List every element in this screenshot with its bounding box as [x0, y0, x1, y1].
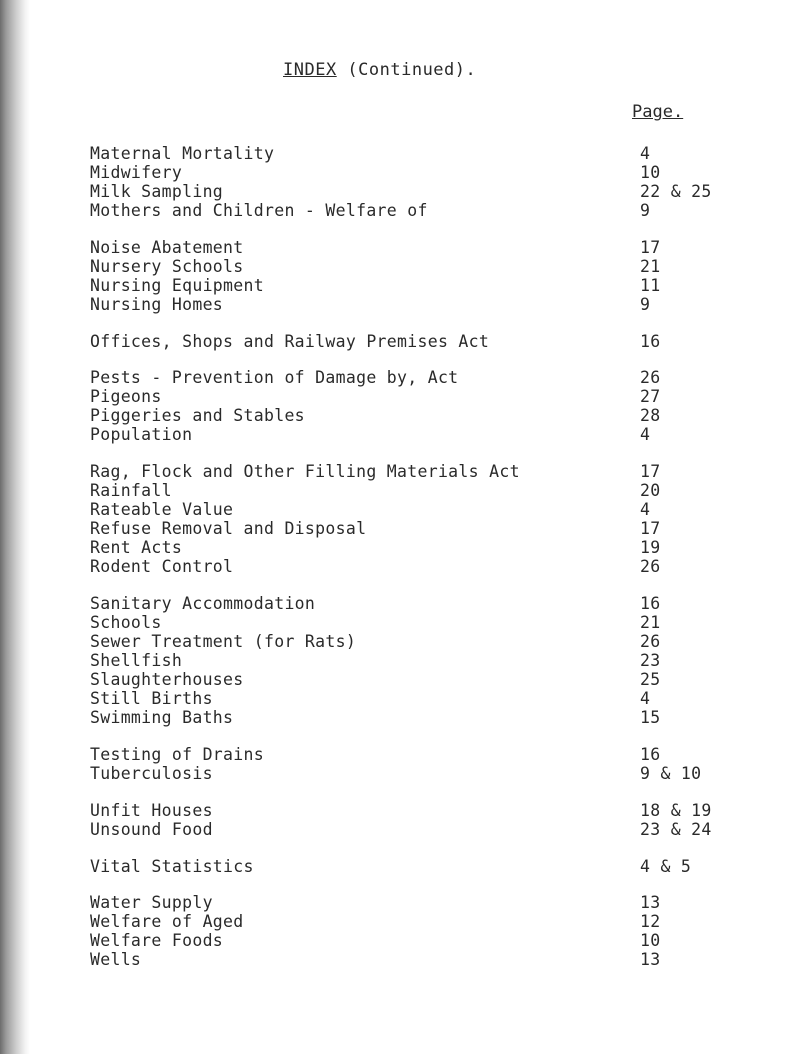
index-entry: [0, 462, 700, 482]
index-entry: [0, 257, 700, 277]
index-page-ref: 4: [640, 144, 651, 163]
page-column-heading: Page.: [632, 102, 684, 122]
index-entry: [0, 500, 700, 520]
index-entry: [0, 931, 700, 951]
index-term: Swimming Baths: [90, 708, 234, 727]
index-entry: [0, 651, 700, 671]
page-title: [283, 60, 476, 80]
index-entry: [0, 332, 700, 352]
index-page-ref: 4: [640, 425, 651, 444]
index-entry: [0, 238, 700, 258]
index-term: Sanitary Accommodation: [90, 594, 316, 613]
index-term: Welfare of Aged: [90, 912, 244, 931]
index-page-ref: 17: [640, 519, 661, 538]
index-term: Rodent Control: [90, 557, 234, 576]
index-term: Offices, Shops and Railway Premises Act: [90, 332, 490, 351]
index-term: Slaughterhouses: [90, 670, 244, 689]
index-term: Water Supply: [90, 893, 213, 912]
index-page-ref: 11: [640, 276, 661, 295]
title-continued: (Continued).: [336, 60, 477, 80]
index-entry: [0, 745, 700, 765]
index-term: Wells: [90, 950, 142, 969]
index-page-ref: 4 & 5: [640, 857, 692, 876]
index-page-ref: 21: [640, 257, 661, 276]
index-term: Rainfall: [90, 481, 172, 500]
index-term: Midwifery: [90, 163, 183, 182]
index-page-ref: 4: [640, 500, 651, 519]
index-page-ref: 26: [640, 632, 661, 651]
index-page-ref: 28: [640, 406, 661, 425]
index-term: Maternal Mortality: [90, 144, 275, 163]
index-term: Unsound Food: [90, 820, 213, 839]
index-term: Unfit Houses: [90, 801, 213, 820]
index-page-ref: 12: [640, 912, 661, 931]
index-term: Noise Abatement: [90, 238, 244, 257]
index-entry: [0, 201, 700, 221]
index-term: Tuberculosis: [90, 764, 213, 783]
index-page-ref: 26: [640, 368, 661, 387]
index-entry: [0, 538, 700, 558]
index-page-ref: 17: [640, 462, 661, 481]
index-term: Pigeons: [90, 387, 162, 406]
index-entry: [0, 406, 700, 426]
index-page-ref: 9 & 10: [640, 764, 702, 783]
index-page-ref: 16: [640, 332, 661, 351]
index-entry: [0, 670, 700, 690]
index-page-ref: 23: [640, 651, 661, 670]
index-term: Mothers and Children - Welfare of: [90, 201, 428, 220]
index-term: Nursing Equipment: [90, 276, 264, 295]
index-page-ref: 22 & 25: [640, 182, 712, 201]
index-entry: [0, 632, 700, 652]
index-page-ref: 13: [640, 893, 661, 912]
index-term: Rag, Flock and Other Filling Materials Act: [90, 462, 520, 481]
index-entry: [0, 801, 712, 821]
index-entry: [0, 182, 712, 202]
index-page-ref: 17: [640, 238, 661, 257]
index-page-ref: 4: [640, 689, 651, 708]
index-term: Rent Acts: [90, 538, 183, 557]
index-entry: [0, 594, 700, 614]
index-page-ref: 13: [640, 950, 661, 969]
index-entry: [0, 295, 700, 315]
index-term: Nursing Homes: [90, 295, 224, 314]
index-page-ref: 16: [640, 594, 661, 613]
index-entry: [0, 764, 700, 784]
index-entry: [0, 368, 700, 388]
index-term: Milk Sampling: [90, 182, 224, 201]
index-term: Sewer Treatment (for Rats): [90, 632, 357, 651]
index-page-ref: 25: [640, 670, 661, 689]
index-term: Pests - Prevention of Damage by, Act: [90, 368, 459, 387]
index-term: Piggeries and Stables: [90, 406, 305, 425]
title-index-word: INDEX: [283, 60, 337, 80]
index-term: Welfare Foods: [90, 931, 224, 950]
index-entry: [0, 387, 700, 407]
index-entry: [0, 689, 700, 709]
index-entry: [0, 276, 700, 296]
index-page-ref: 23 & 24: [640, 820, 712, 839]
index-entry: [0, 144, 700, 164]
index-term: Nursery Schools: [90, 257, 244, 276]
index-entry: [0, 557, 700, 577]
index-term: Refuse Removal and Disposal: [90, 519, 367, 538]
index-page-ref: 10: [640, 931, 661, 950]
index-term: Vital Statistics: [90, 857, 254, 876]
index-entry: [0, 912, 700, 932]
index-term: Still Births: [90, 689, 213, 708]
index-entry: [0, 857, 700, 877]
index-entry: [0, 893, 700, 913]
index-term: Testing of Drains: [90, 745, 264, 764]
index-page-ref: 27: [640, 387, 661, 406]
index-entry: [0, 708, 700, 728]
index-page-ref: 19: [640, 538, 661, 557]
index-term: Rateable Value: [90, 500, 234, 519]
index-entry: [0, 519, 700, 539]
index-page-ref: 15: [640, 708, 661, 727]
index-entry: [0, 481, 700, 501]
index-entry: [0, 950, 700, 970]
index-term: Shellfish: [90, 651, 183, 670]
index-page-ref: 16: [640, 745, 661, 764]
index-term: Schools: [90, 613, 162, 632]
index-page-ref: 21: [640, 613, 661, 632]
index-page-ref: 10: [640, 163, 661, 182]
index-page-ref: 9: [640, 201, 651, 220]
index-entry: [0, 613, 700, 633]
index-page-ref: 26: [640, 557, 661, 576]
index-entry: [0, 820, 712, 840]
index-page-ref: 9: [640, 295, 651, 314]
index-entry: [0, 425, 700, 445]
index-page-ref: 20: [640, 481, 661, 500]
index-term: Population: [90, 425, 193, 444]
index-entry: [0, 163, 700, 183]
index-page-ref: 18 & 19: [640, 801, 712, 820]
